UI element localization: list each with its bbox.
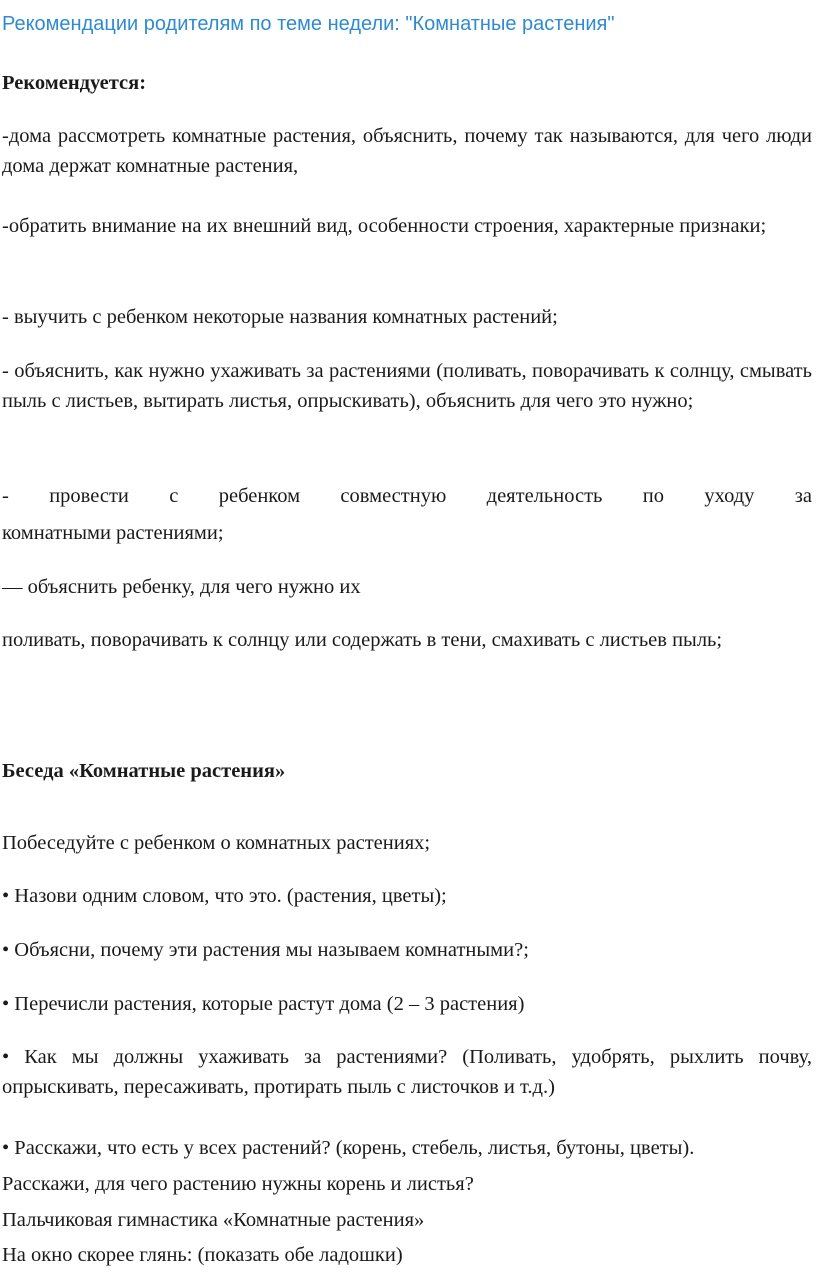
list-item: • Назови одним словом, что это. (растения, цветы); — [2, 885, 447, 907]
list-item: • Как мы должны ухаживать за растениями? (Поливать, удобрять, рыхлить почву, опрыскивать, пересаживать, протирать пыль с листочков и т.д.) — [2, 1046, 812, 1098]
recommended-heading: Рекомендуется: — [2, 72, 147, 94]
list-item: -обратить внимание на их внешний вид, особенности строения, характерные признаки; — [2, 215, 767, 237]
list-item: • Расскажи, что есть у всех растений? (корень, стебель, листья, бутоны, цветы). — [2, 1137, 695, 1159]
list-item: Расскажи, для чего растению нужны корень и листья? — [2, 1173, 474, 1195]
list-item: - объяснить, как нужно ухаживать за растениями (поливать, поворачивать к солнцу, смывать пыль с листьев, вытирать листья, опрыскивать), объяснить для чего это нужно; — [2, 360, 812, 412]
list-item: На окно скорее глянь: (показать обе ладошки) — [2, 1244, 403, 1266]
talk-intro: Побеседуйте с ребенком о комнатных растениях; — [2, 832, 431, 854]
list-item: поливать, поворачивать к солнцу или содержать в тени, смахивать с листьев пыль; — [2, 629, 723, 651]
list-item: • Объясни, почему эти растения мы называем комнатными?; — [2, 939, 529, 961]
list-item: • Перечисли растения, которые растут дома (2 – 3 растения) — [2, 993, 525, 1015]
list-item: - провести с ребенком совместную деятельность по уходу за — [2, 485, 812, 507]
list-item: комнатными растениями; — [2, 522, 224, 544]
list-item: - выучить с ребенком некоторые названия комнатных растений; — [2, 306, 558, 328]
document-title: Рекомендации родителям по теме недели: "Комнатные растения" — [2, 13, 615, 35]
talk-heading: Беседа «Комнатные растения» — [2, 760, 286, 782]
list-item: — объяснить ребенку, для чего нужно их — [2, 576, 361, 598]
list-item: -дома рассмотреть комнатные растения, объяснить, почему так называются, для чего люди дома держат комнатные растения, — [2, 125, 812, 177]
list-item: Пальчиковая гимнастика «Комнатные растения» — [2, 1209, 425, 1231]
